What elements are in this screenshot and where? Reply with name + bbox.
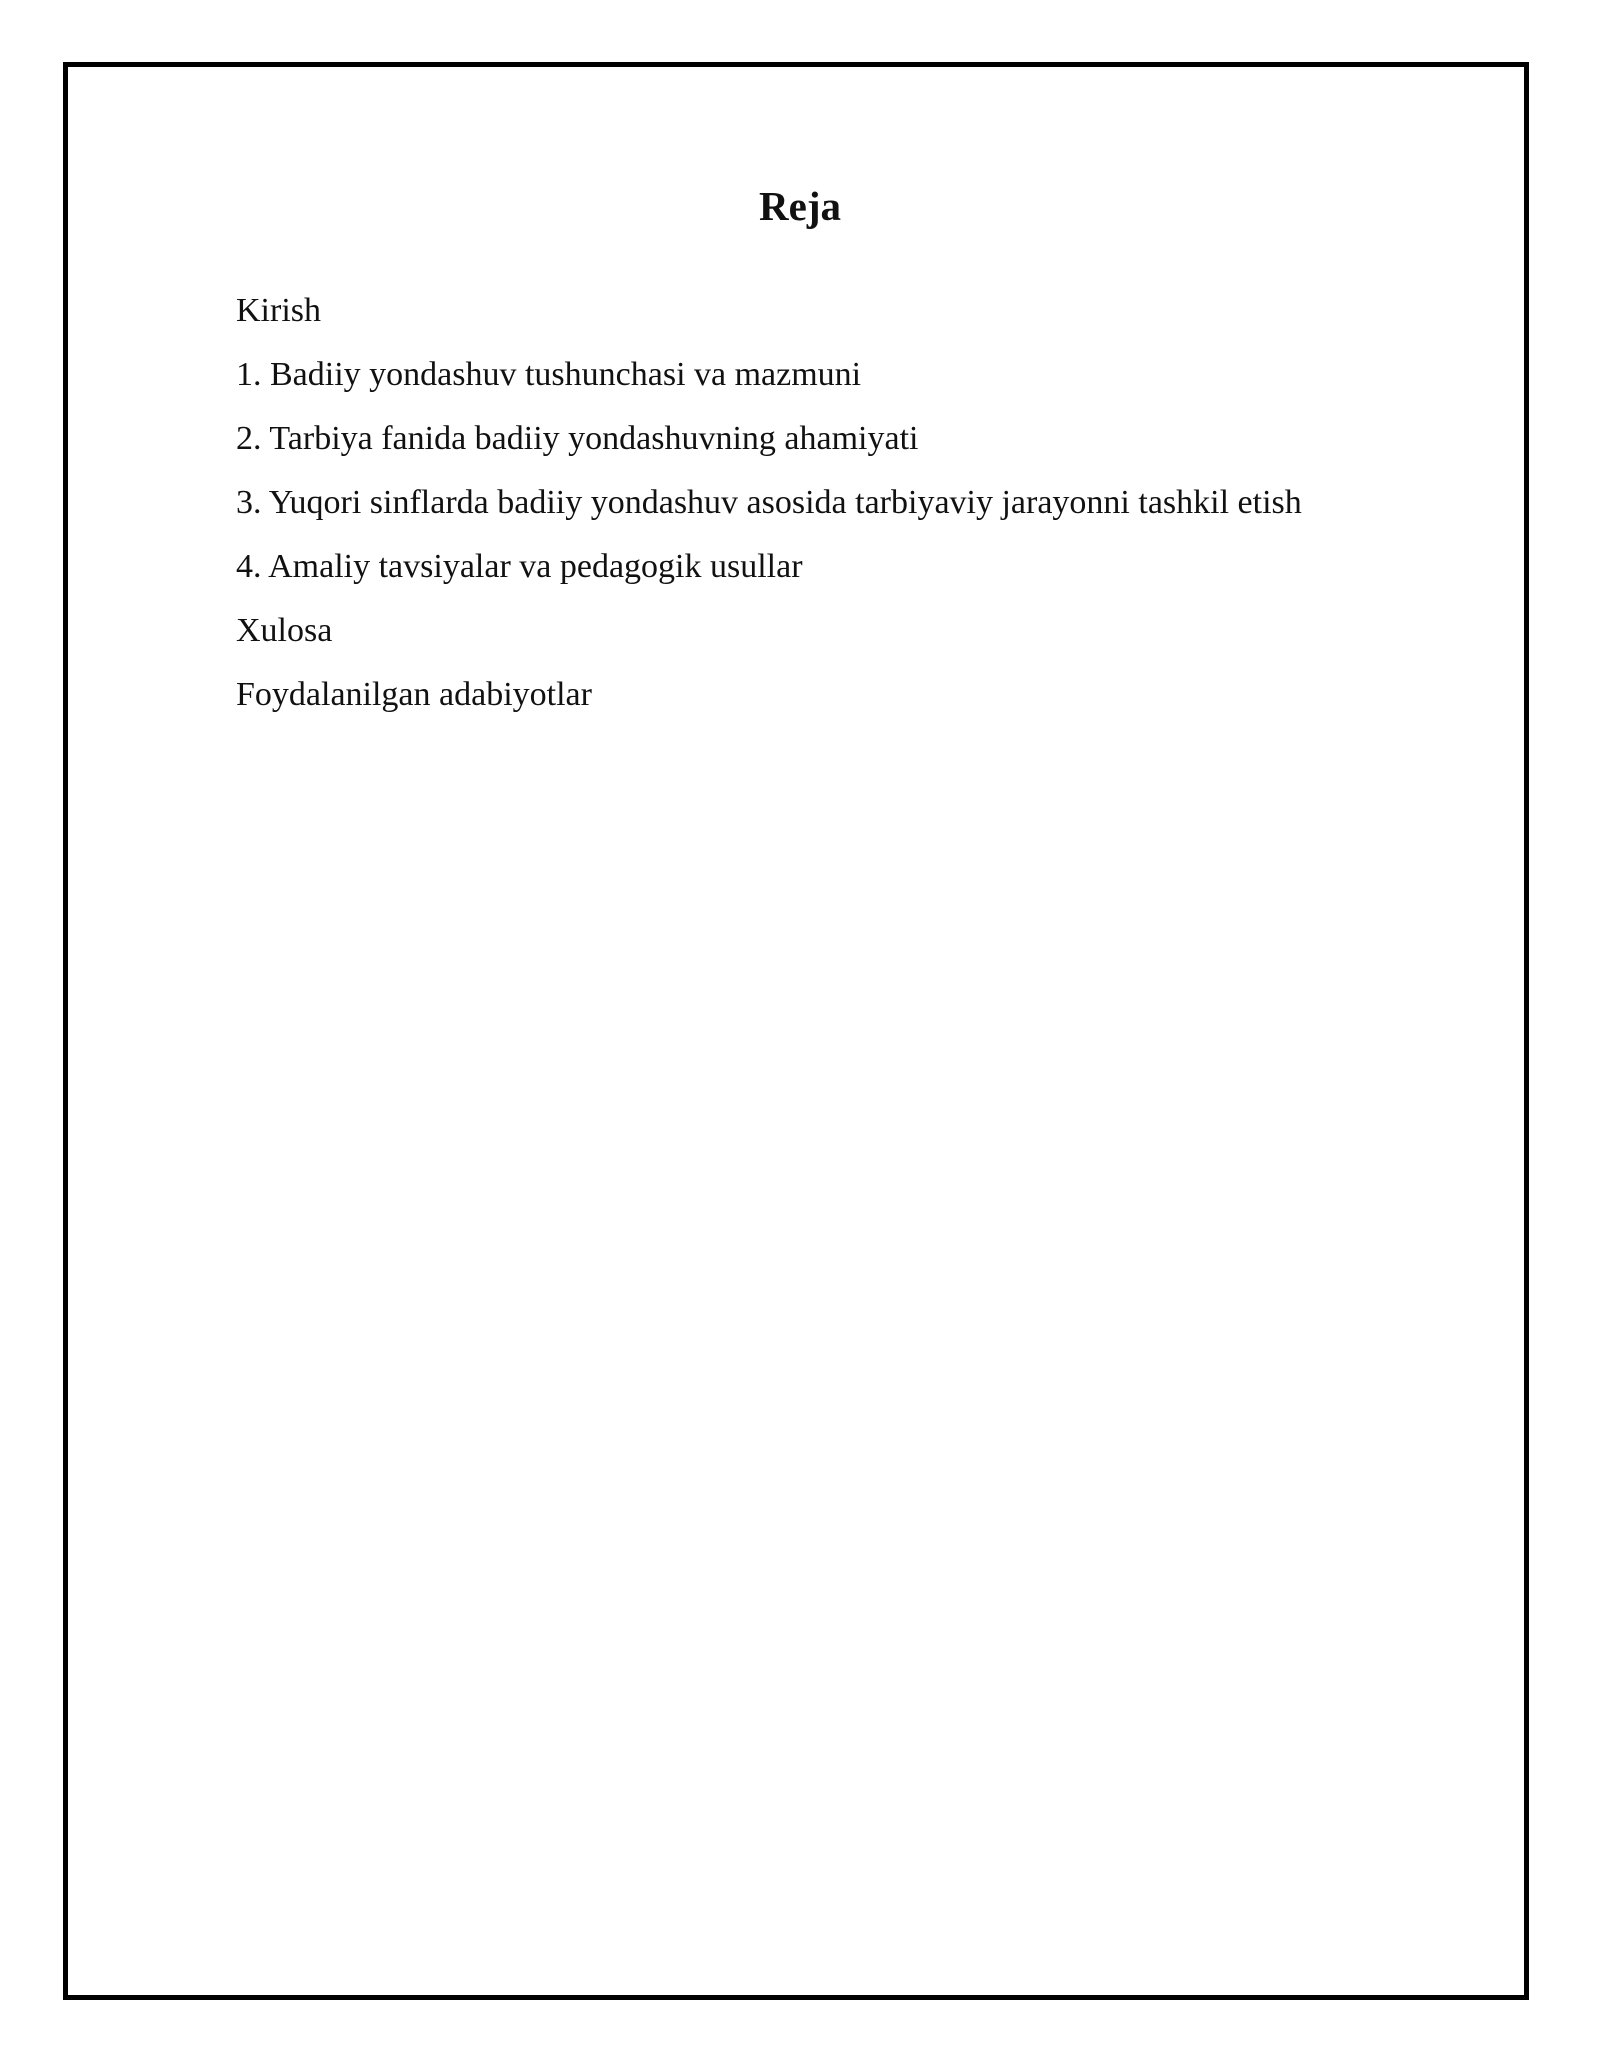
- toc-item-introduction: Kirish: [236, 292, 321, 329]
- toc-item-references: Foydalanilgan adabiyotlar: [236, 676, 592, 713]
- toc-item-conclusion: Xulosa: [236, 612, 333, 649]
- toc-item-1: 1. Badiiy yondashuv tushunchasi va mazmuni: [236, 356, 862, 393]
- toc-item-4: 4. Amaliy tavsiyalar va pedagogik usullar: [236, 548, 803, 585]
- toc-item-3: 3. Yuqori sinflarda badiiy yondashuv asosida tarbiyaviy jarayonni tashkil etish: [236, 484, 1302, 521]
- table-of-contents: [236, 287, 1366, 735]
- page-title: Reja: [759, 183, 841, 229]
- toc-item-2: 2. Tarbiya fanida badiiy yondashuvning ahamiyati: [236, 420, 919, 457]
